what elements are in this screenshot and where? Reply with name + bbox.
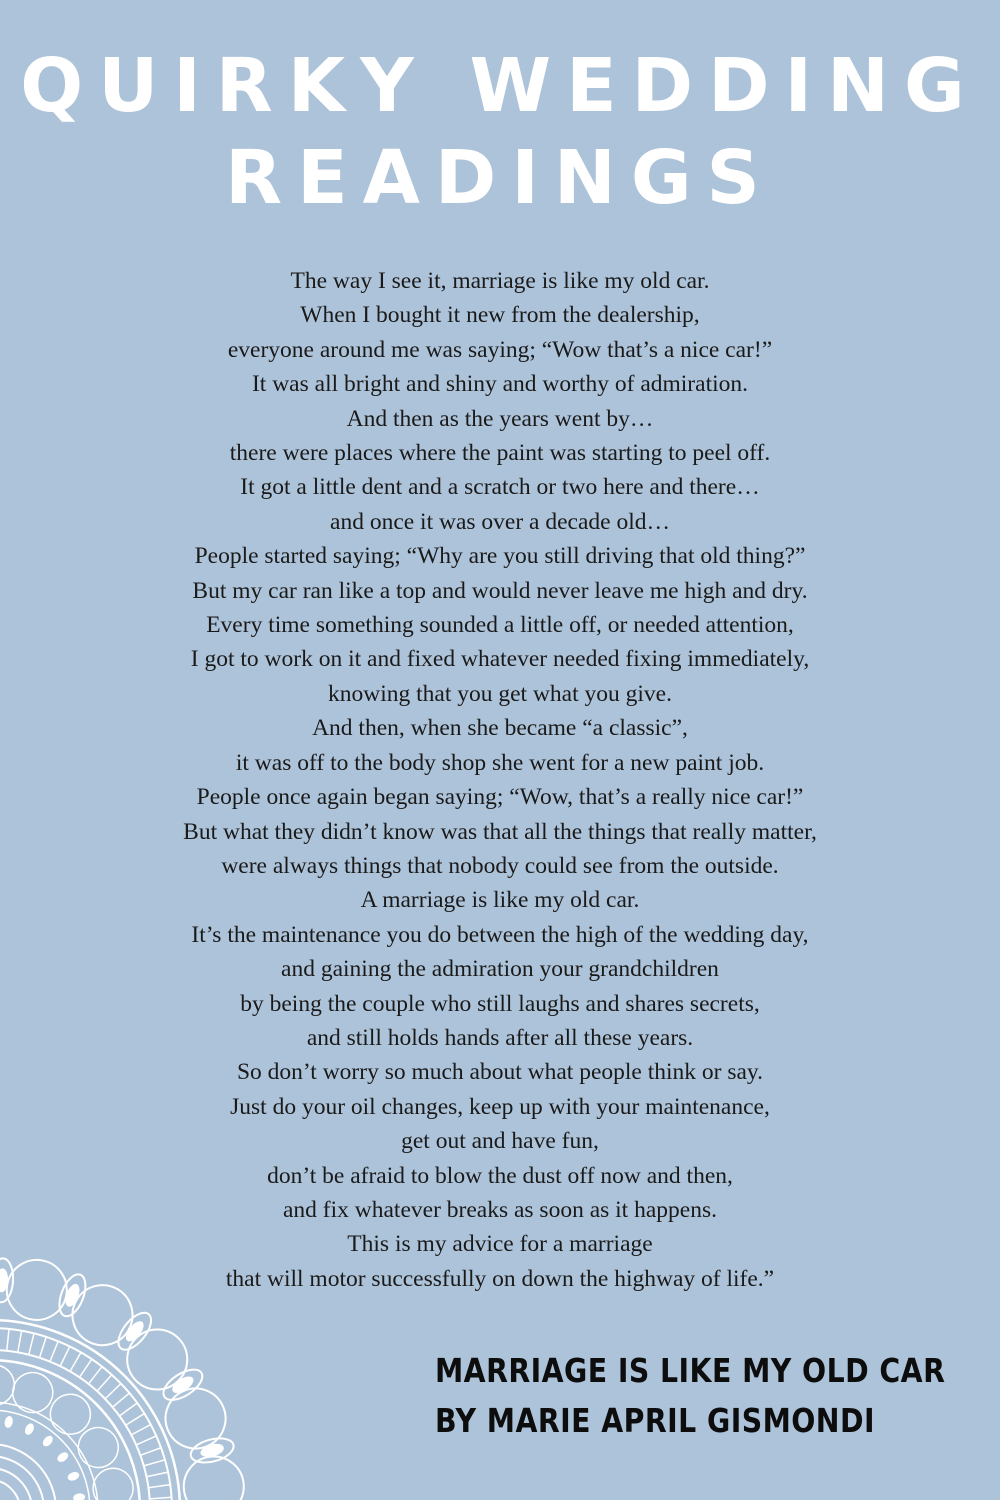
- poem-line: Every time something sounded a little off, or needed attention,: [206, 612, 794, 639]
- poem-line: A marriage is like my old car.: [360, 887, 640, 914]
- poem-line: It’s the maintenance you do between the high of the wedding day,: [191, 921, 809, 948]
- poem-line: And then as the years went by…: [346, 405, 654, 432]
- poem-line: it was off to the body shop she went for a new paint job.: [235, 749, 765, 776]
- poem-line: I got to work on it and fixed whatever needed fixing immediately,: [190, 646, 810, 673]
- poem-line: So don’t worry so much about what people think or say.: [236, 1059, 764, 1086]
- poem-line: And then, when she became “a classic”,: [312, 715, 688, 742]
- poem-line: People once again began saying; “Wow, that’s a really nice car!”: [196, 784, 804, 811]
- poem-line: knowing that you get what you give.: [328, 680, 672, 707]
- poem-line: and fix whatever breaks as soon as it happens.: [283, 1196, 717, 1223]
- mandala-icon: [0, 1200, 300, 1500]
- poem-line: But what they didn’t know was that all the things that really matter,: [183, 818, 817, 845]
- poem-line: and once it was over a decade old…: [330, 508, 670, 535]
- poem-line: When I bought it new from the dealership,: [300, 302, 700, 329]
- poem-line: that will motor successfully on down the highway of life.”: [225, 1265, 775, 1292]
- poem-text: [0, 264, 1000, 1296]
- poem-line: But my car ran like a top and would never leave me high and dry.: [192, 577, 808, 604]
- title-line-2: READINGS: [225, 135, 775, 221]
- reading-author: BY MARIE APRIL GISMONDI: [435, 1401, 875, 1440]
- poem-line: there were places where the paint was starting to peel off.: [229, 440, 771, 467]
- poem-line: by being the couple who still laughs and shares secrets,: [240, 990, 760, 1017]
- poem-line: Just do your oil changes, keep up with your maintenance,: [230, 1093, 770, 1120]
- poem-line: and still holds hands after all these years.: [306, 1024, 694, 1051]
- poem-line: get out and have fun,: [401, 1128, 599, 1155]
- poem-line: It got a little dent and a scratch or two here and there…: [240, 474, 760, 501]
- poem-line: don’t be afraid to blow the dust off now and then,: [267, 1162, 733, 1189]
- poem-line: People started saying; “Why are you still driving that old thing?”: [194, 543, 806, 570]
- poem-line: everyone around me was saying; “Wow that’s a nice car!”: [227, 336, 773, 363]
- poem-line: and gaining the admiration your grandchildren: [281, 956, 719, 983]
- page-title: [0, 40, 1000, 224]
- poem-line: were always things that nobody could see from the outside.: [221, 852, 779, 879]
- poem-line: It was all bright and shiny and worthy of admiration.: [251, 371, 748, 398]
- title-line-1: QUIRKY WEDDING: [20, 43, 980, 129]
- poem-line: This is my advice for a marriage: [347, 1231, 653, 1258]
- reading-credit: [435, 1346, 946, 1446]
- poem-line: The way I see it, marriage is like my old car.: [290, 268, 710, 294]
- reading-title: MARRIAGE IS LIKE MY OLD CAR: [435, 1351, 946, 1390]
